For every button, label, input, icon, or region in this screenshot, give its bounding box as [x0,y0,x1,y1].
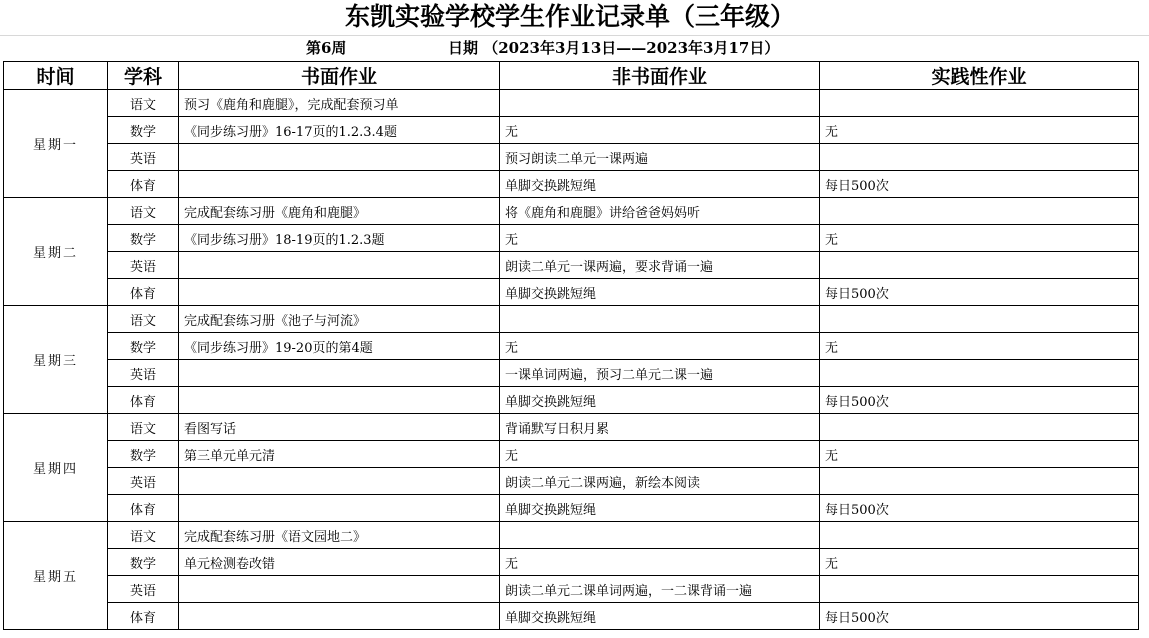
table-row [4,117,1139,144]
practice-cell[interactable]: 无 [820,333,1139,360]
table-row [4,441,1139,468]
nonwritten-cell[interactable]: 预习朗读二单元一课两遍 [500,144,820,171]
practice-cell[interactable]: 无 [820,549,1139,576]
table-row [4,387,1139,414]
table-row [4,306,1139,333]
subject-cell[interactable]: 体育 [108,171,179,198]
nonwritten-cell[interactable]: 朗读二单元一课两遍，要求背诵一遍 [500,252,820,279]
written-cell[interactable] [179,171,500,198]
subject-cell[interactable]: 体育 [108,279,179,306]
table-row [4,144,1139,171]
practice-cell[interactable]: 每日500次 [820,171,1139,198]
written-cell[interactable]: 《同步练习册》19-20页的第4题 [179,333,500,360]
written-cell[interactable]: 《同步练习册》18-19页的1.2.3题 [179,225,500,252]
table-row [4,252,1139,279]
table-row [4,549,1139,576]
day-cell[interactable]: 星期三 [4,306,108,414]
header-row [4,62,1139,90]
practice-cell[interactable] [820,144,1139,171]
written-cell[interactable] [179,144,500,171]
nonwritten-cell[interactable] [500,522,820,549]
written-cell[interactable]: 预习《鹿角和鹿腿》，完成配套预习单 [179,90,500,117]
table-row [4,333,1139,360]
nonwritten-cell[interactable]: 朗读二单元二课两遍，新绘本阅读 [500,468,820,495]
table-row [4,414,1139,441]
header-nonwritten: 非书面作业 [500,62,820,90]
practice-cell[interactable] [820,468,1139,495]
subject-cell[interactable]: 英语 [108,360,179,387]
nonwritten-cell[interactable]: 单脚交换跳短绳 [500,603,820,630]
practice-cell[interactable]: 每日500次 [820,603,1139,630]
written-cell[interactable]: 单元检测卷改错 [179,549,500,576]
table-row [4,279,1139,306]
practice-cell[interactable]: 无 [820,225,1139,252]
table-row [4,90,1139,117]
nonwritten-cell[interactable] [500,306,820,333]
nonwritten-cell[interactable]: 无 [500,333,820,360]
subject-cell[interactable]: 语文 [108,306,179,333]
subject-cell[interactable]: 数学 [108,225,179,252]
table-row [4,522,1139,549]
subject-cell[interactable]: 语文 [108,522,179,549]
practice-cell[interactable]: 无 [820,441,1139,468]
nonwritten-cell[interactable]: 无 [500,549,820,576]
nonwritten-cell[interactable]: 将《鹿角和鹿腿》讲给爸爸妈妈听 [500,198,820,225]
date-range: 日期 （2023年3月13日——2023年3月17日） [448,39,780,57]
written-cell[interactable] [179,360,500,387]
practice-cell[interactable] [820,90,1139,117]
day-cell[interactable]: 星期二 [4,198,108,306]
practice-cell[interactable] [820,414,1139,441]
subject-cell[interactable]: 数学 [108,441,179,468]
nonwritten-cell[interactable]: 无 [500,117,820,144]
written-cell[interactable] [179,279,500,306]
nonwritten-cell[interactable]: 背诵默写日积月累 [500,414,820,441]
practice-cell[interactable]: 每日500次 [820,279,1139,306]
subject-cell[interactable]: 数学 [108,333,179,360]
written-cell[interactable] [179,387,500,414]
practice-cell[interactable] [820,360,1139,387]
subject-cell[interactable]: 体育 [108,603,179,630]
subject-cell[interactable]: 体育 [108,387,179,414]
written-cell[interactable] [179,576,500,603]
subject-cell[interactable]: 英语 [108,576,179,603]
practice-cell[interactable] [820,576,1139,603]
table-row [4,198,1139,225]
day-cell[interactable]: 星期四 [4,414,108,522]
written-cell[interactable]: 完成配套练习册《语文园地二》 [179,522,500,549]
week-label: 第6周 [306,39,347,57]
nonwritten-cell[interactable]: 单脚交换跳短绳 [500,171,820,198]
practice-cell[interactable] [820,306,1139,333]
header-written: 书面作业 [179,62,500,90]
written-cell[interactable]: 看图写话 [179,414,500,441]
practice-cell[interactable]: 每日500次 [820,387,1139,414]
subject-cell[interactable]: 英语 [108,468,179,495]
written-cell[interactable]: 完成配套练习册《鹿角和鹿腿》 [179,198,500,225]
nonwritten-cell[interactable]: 单脚交换跳短绳 [500,495,820,522]
nonwritten-cell[interactable]: 无 [500,225,820,252]
subject-cell[interactable]: 体育 [108,495,179,522]
header-practice: 实践性作业 [820,62,1139,90]
header-time: 时间 [4,62,108,90]
practice-cell[interactable] [820,522,1139,549]
written-cell[interactable]: 《同步练习册》16-17页的1.2.3.4题 [179,117,500,144]
subject-cell[interactable]: 英语 [108,252,179,279]
table-row [4,576,1139,603]
sheet-gridline [0,35,1149,36]
written-cell[interactable]: 第三单元单元清 [179,441,500,468]
subject-cell[interactable]: 数学 [108,117,179,144]
subject-cell[interactable]: 英语 [108,144,179,171]
written-cell[interactable]: 完成配套练习册《池子与河流》 [179,306,500,333]
table-row [4,171,1139,198]
nonwritten-cell[interactable]: 单脚交换跳短绳 [500,387,820,414]
written-cell[interactable] [179,495,500,522]
subject-cell[interactable]: 语文 [108,198,179,225]
written-cell[interactable] [179,603,500,630]
nonwritten-cell[interactable]: 一课单词两遍，预习二单元二课一遍 [500,360,820,387]
nonwritten-cell[interactable]: 单脚交换跳短绳 [500,279,820,306]
subject-cell[interactable]: 语文 [108,414,179,441]
practice-cell[interactable]: 每日500次 [820,495,1139,522]
table-body [4,90,1139,630]
written-cell[interactable] [179,252,500,279]
nonwritten-cell[interactable]: 无 [500,441,820,468]
table-row [4,495,1139,522]
table-row [4,360,1139,387]
header-subject: 学科 [108,62,179,90]
practice-cell[interactable] [820,198,1139,225]
subject-cell[interactable]: 语文 [108,90,179,117]
day-cell[interactable]: 星期一 [4,90,108,198]
table-row [4,225,1139,252]
day-cell[interactable]: 星期五 [4,522,108,630]
practice-cell[interactable] [820,252,1139,279]
written-cell[interactable] [179,468,500,495]
nonwritten-cell[interactable]: 朗读二单元二课单词两遍，一二课背诵一遍 [500,576,820,603]
homework-table [3,61,1139,630]
practice-cell[interactable]: 无 [820,117,1139,144]
table-row [4,468,1139,495]
page-title: 东凯实验学校学生作业记录单（三年级） [344,2,795,31]
nonwritten-cell[interactable] [500,90,820,117]
subject-cell[interactable]: 数学 [108,549,179,576]
table-row [4,603,1139,630]
